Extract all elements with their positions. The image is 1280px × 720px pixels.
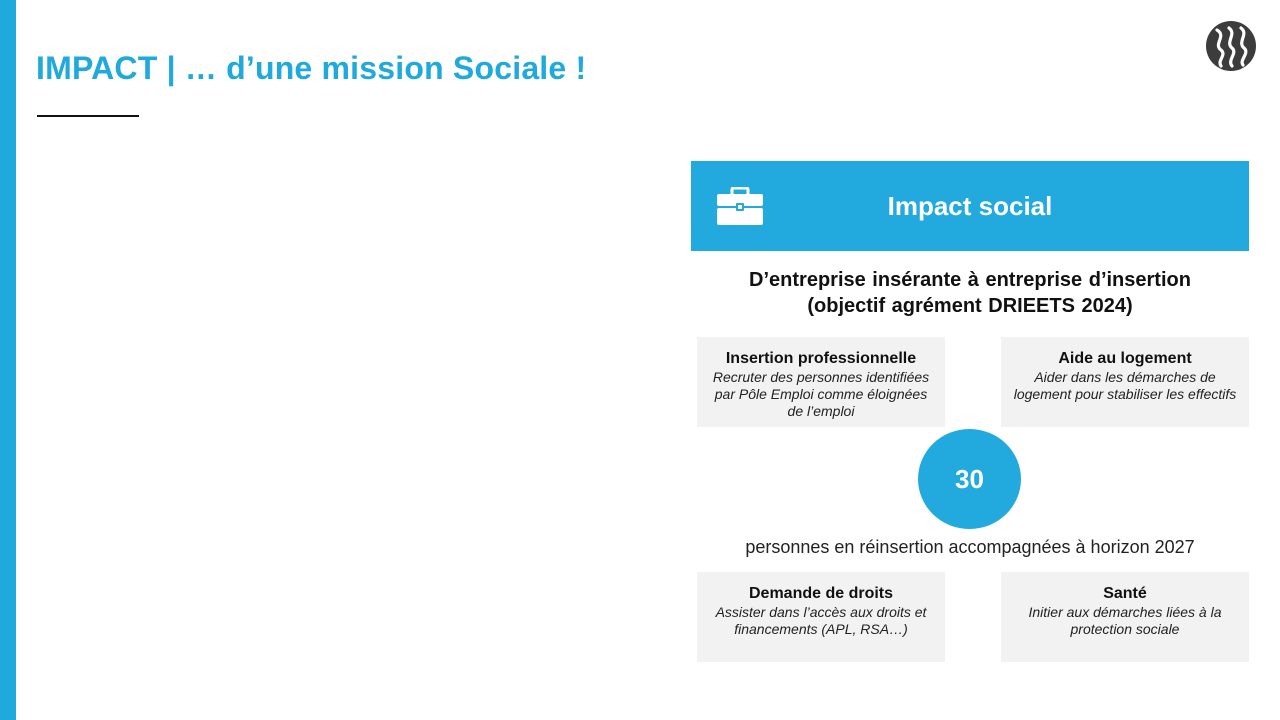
- impact-social-header: [691, 161, 1249, 251]
- card-title: Demande de droits: [748, 585, 894, 602]
- card-description: Aider dans les démarches de logement pour stabiliser les effectifs: [1013, 369, 1237, 402]
- card-title: Santé: [1103, 585, 1147, 602]
- subtitle-line-2: (objectif agrément DRIEETS 2024): [807, 295, 1133, 317]
- left-accent-bar: [0, 0, 16, 720]
- page-title: IMPACT | … d’une mission Sociale !: [36, 50, 587, 86]
- card-description: Recruter des personnes identifiées par Pôle Emploi comme éloignées de l’emploi: [712, 369, 930, 419]
- impact-subtitle: [691, 267, 1249, 319]
- title-underline: [37, 115, 139, 117]
- card-insertion-professionnelle: [697, 337, 945, 427]
- brand-logo-icon: [1205, 20, 1257, 72]
- card-title: Insertion professionnelle: [725, 350, 917, 367]
- card-sante: [1001, 572, 1249, 662]
- card-demande-droits: [697, 572, 945, 662]
- kpi-circle: [918, 429, 1021, 529]
- kpi-caption: personnes en réinsertion accompagnées à horizon 2027: [745, 537, 1195, 557]
- card-description: Initier aux démarches liées à la protection sociale: [1028, 604, 1222, 637]
- impact-header-title: Impact social: [887, 191, 1053, 221]
- card-title: Aide au logement: [1058, 350, 1192, 367]
- card-description: Assister dans l’accès aux droits et financements (APL, RSA…): [715, 604, 927, 637]
- kpi-value: 30: [955, 463, 984, 494]
- card-aide-logement: [1001, 337, 1249, 427]
- subtitle-line-1: D’entreprise insérante à entreprise d’insertion: [749, 269, 1191, 291]
